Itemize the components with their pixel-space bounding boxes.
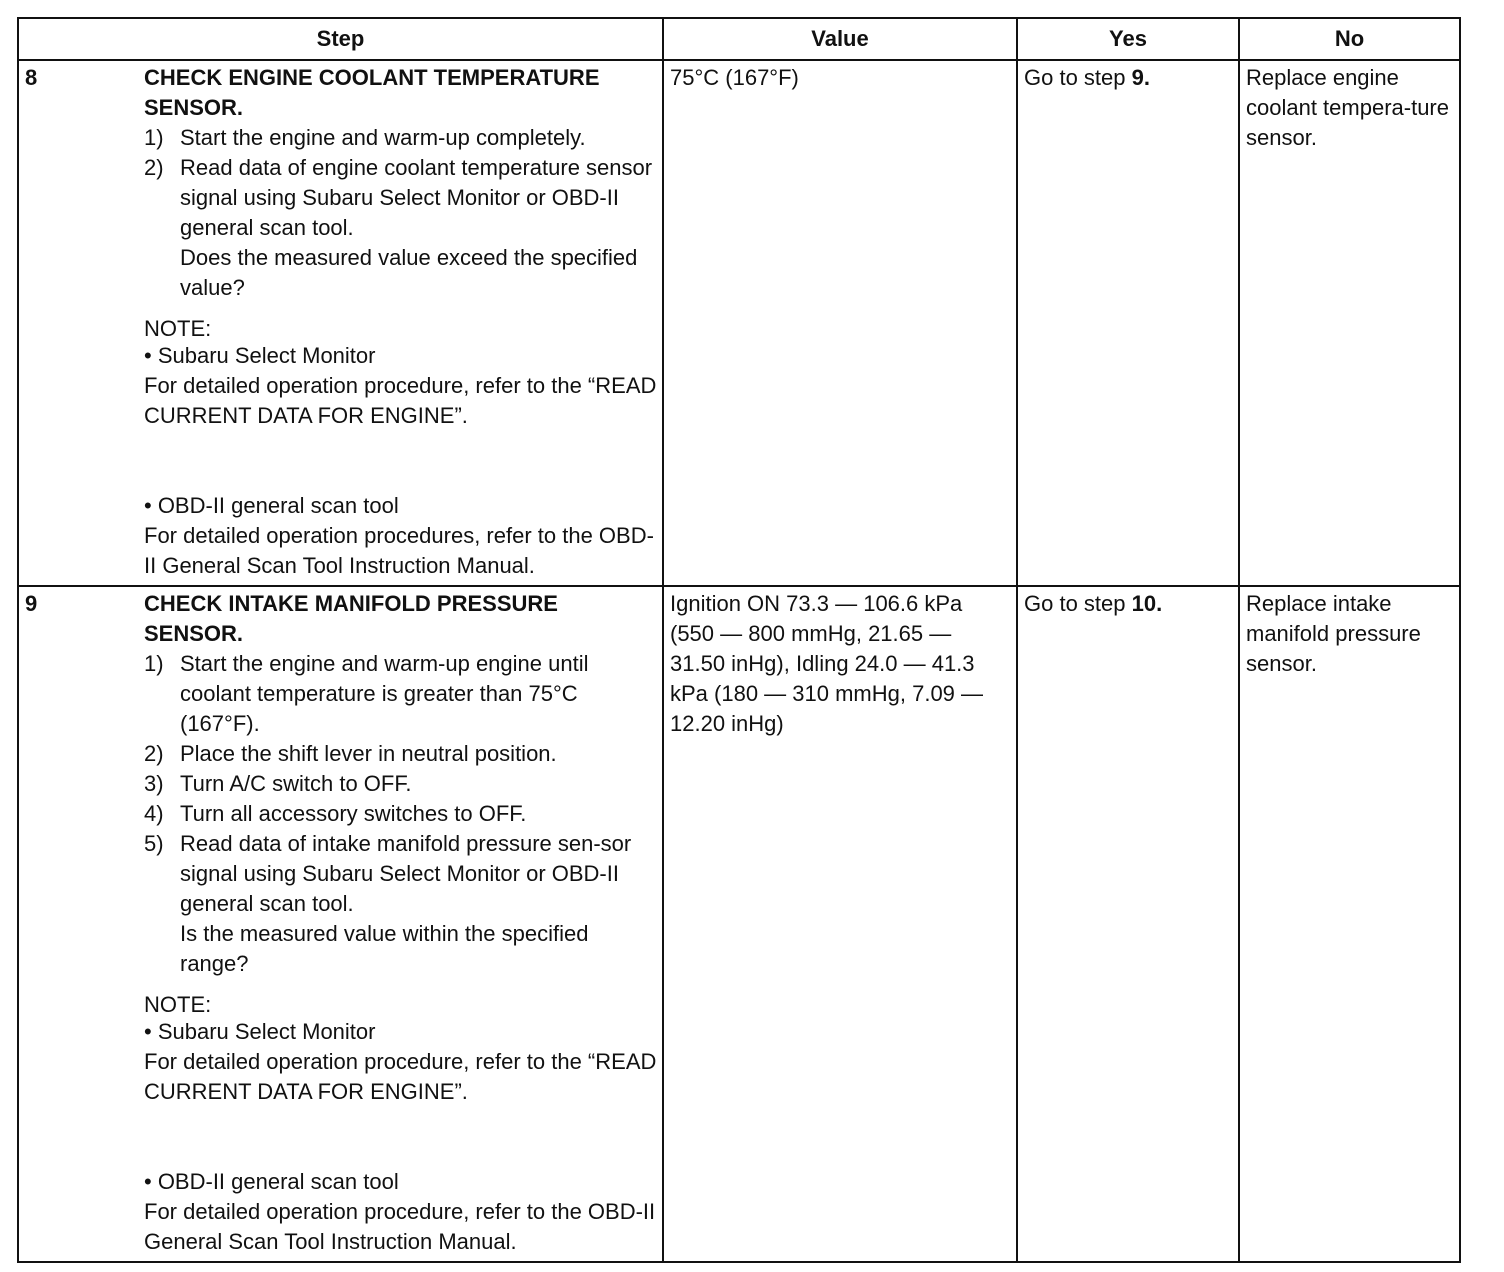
note-bullet-obd: • OBD-II general scan tool xyxy=(144,493,399,518)
list-item xyxy=(144,123,658,153)
substep-number: 3) xyxy=(144,771,164,796)
note-block xyxy=(144,993,658,1257)
list-item xyxy=(144,153,658,243)
step-question: Is the measured value within the specified range? xyxy=(180,921,589,976)
substep-number: 2) xyxy=(144,155,164,180)
note-bullet-obd: • OBD-II general scan tool xyxy=(144,1169,399,1194)
list-item xyxy=(144,829,658,919)
header-yes: Yes xyxy=(1017,18,1239,60)
yes-step-ref: 10. xyxy=(1131,591,1163,616)
note-text-obd: For detailed operation procedure, refer to the OBD-II General Scan Tool Instruction Manual. xyxy=(144,1199,656,1254)
substep-number: 1) xyxy=(144,651,164,676)
value-cell: Ignition ON 73.3 — 106.6 kPa (550 — 800 mmHg, 21.65 — 31.50 inHg), Idling 24.0 — 41.3 kPa (180 — 310 mmHg, 7.09 — 12.20 inHg) xyxy=(663,586,1017,1262)
header-no: No xyxy=(1239,18,1460,60)
yes-cell xyxy=(1017,586,1239,1262)
step-question: Does the measured value exceed the specified value? xyxy=(180,245,638,300)
note-label: NOTE: xyxy=(144,992,212,1017)
substep-number: 1) xyxy=(144,125,164,150)
list-item xyxy=(144,769,658,799)
substep-number: 4) xyxy=(144,801,164,826)
step-description xyxy=(140,586,663,1262)
substep-list xyxy=(144,649,658,919)
substep-text: Read data of engine coolant temperature sensor signal using Subaru Select Monitor or OBD-II general scan tool. xyxy=(180,155,653,240)
note-text-obd: For detailed operation procedures, refer to the OBD-II General Scan Tool Instruction Manual. xyxy=(144,523,654,578)
header-value: Value xyxy=(663,18,1017,60)
note-bullet-ssm: • Subaru Select Monitor xyxy=(144,1019,376,1044)
header-row xyxy=(18,18,1460,60)
note-text-ssm: For detailed operation procedure, refer to the “READ CURRENT DATA FOR ENGINE”. xyxy=(144,373,657,428)
substep-text: Start the engine and warm-up engine until coolant temperature is greater than 75°C (167°F). xyxy=(180,651,589,736)
step-number: 9 xyxy=(18,586,140,1262)
step-number: 8 xyxy=(18,60,140,586)
substep-list xyxy=(144,123,658,243)
yes-cell xyxy=(1017,60,1239,586)
step-title: CHECK ENGINE COOLANT TEMPERATURE SENSOR. xyxy=(144,65,600,120)
substep-text: Turn A/C switch to OFF. xyxy=(180,771,412,796)
no-cell: Replace intake manifold pressure sensor. xyxy=(1239,586,1460,1262)
list-item xyxy=(144,799,658,829)
list-item xyxy=(144,649,658,739)
diagnostic-table xyxy=(17,17,1461,1263)
table-row xyxy=(18,586,1460,1262)
note-label: NOTE: xyxy=(144,316,212,341)
value-cell: 75°C (167°F) xyxy=(663,60,1017,586)
substep-number: 2) xyxy=(144,741,164,766)
yes-prefix: Go to step xyxy=(1024,65,1132,90)
substep-text: Turn all accessory switches to OFF. xyxy=(180,801,527,826)
substep-text: Start the engine and warm-up completely. xyxy=(180,125,586,150)
note-block xyxy=(144,317,658,581)
step-description xyxy=(140,60,663,586)
substep-text: Place the shift lever in neutral position. xyxy=(180,741,557,766)
note-text-ssm: For detailed operation procedure, refer to the “READ CURRENT DATA FOR ENGINE”. xyxy=(144,1049,657,1104)
substep-number: 5) xyxy=(144,831,164,856)
step-title: CHECK INTAKE MANIFOLD PRESSURE SENSOR. xyxy=(144,591,558,646)
note-bullet-ssm: • Subaru Select Monitor xyxy=(144,343,376,368)
header-step: Step xyxy=(18,18,663,60)
list-item xyxy=(144,739,658,769)
yes-step-ref: 9. xyxy=(1131,65,1150,90)
no-cell: Replace engine coolant tempera-ture sensor. xyxy=(1239,60,1460,586)
yes-prefix: Go to step xyxy=(1024,591,1132,616)
substep-text: Read data of intake manifold pressure sen-sor signal using Subaru Select Monitor or OBD-II general scan tool. xyxy=(180,831,632,916)
table-row xyxy=(18,60,1460,586)
